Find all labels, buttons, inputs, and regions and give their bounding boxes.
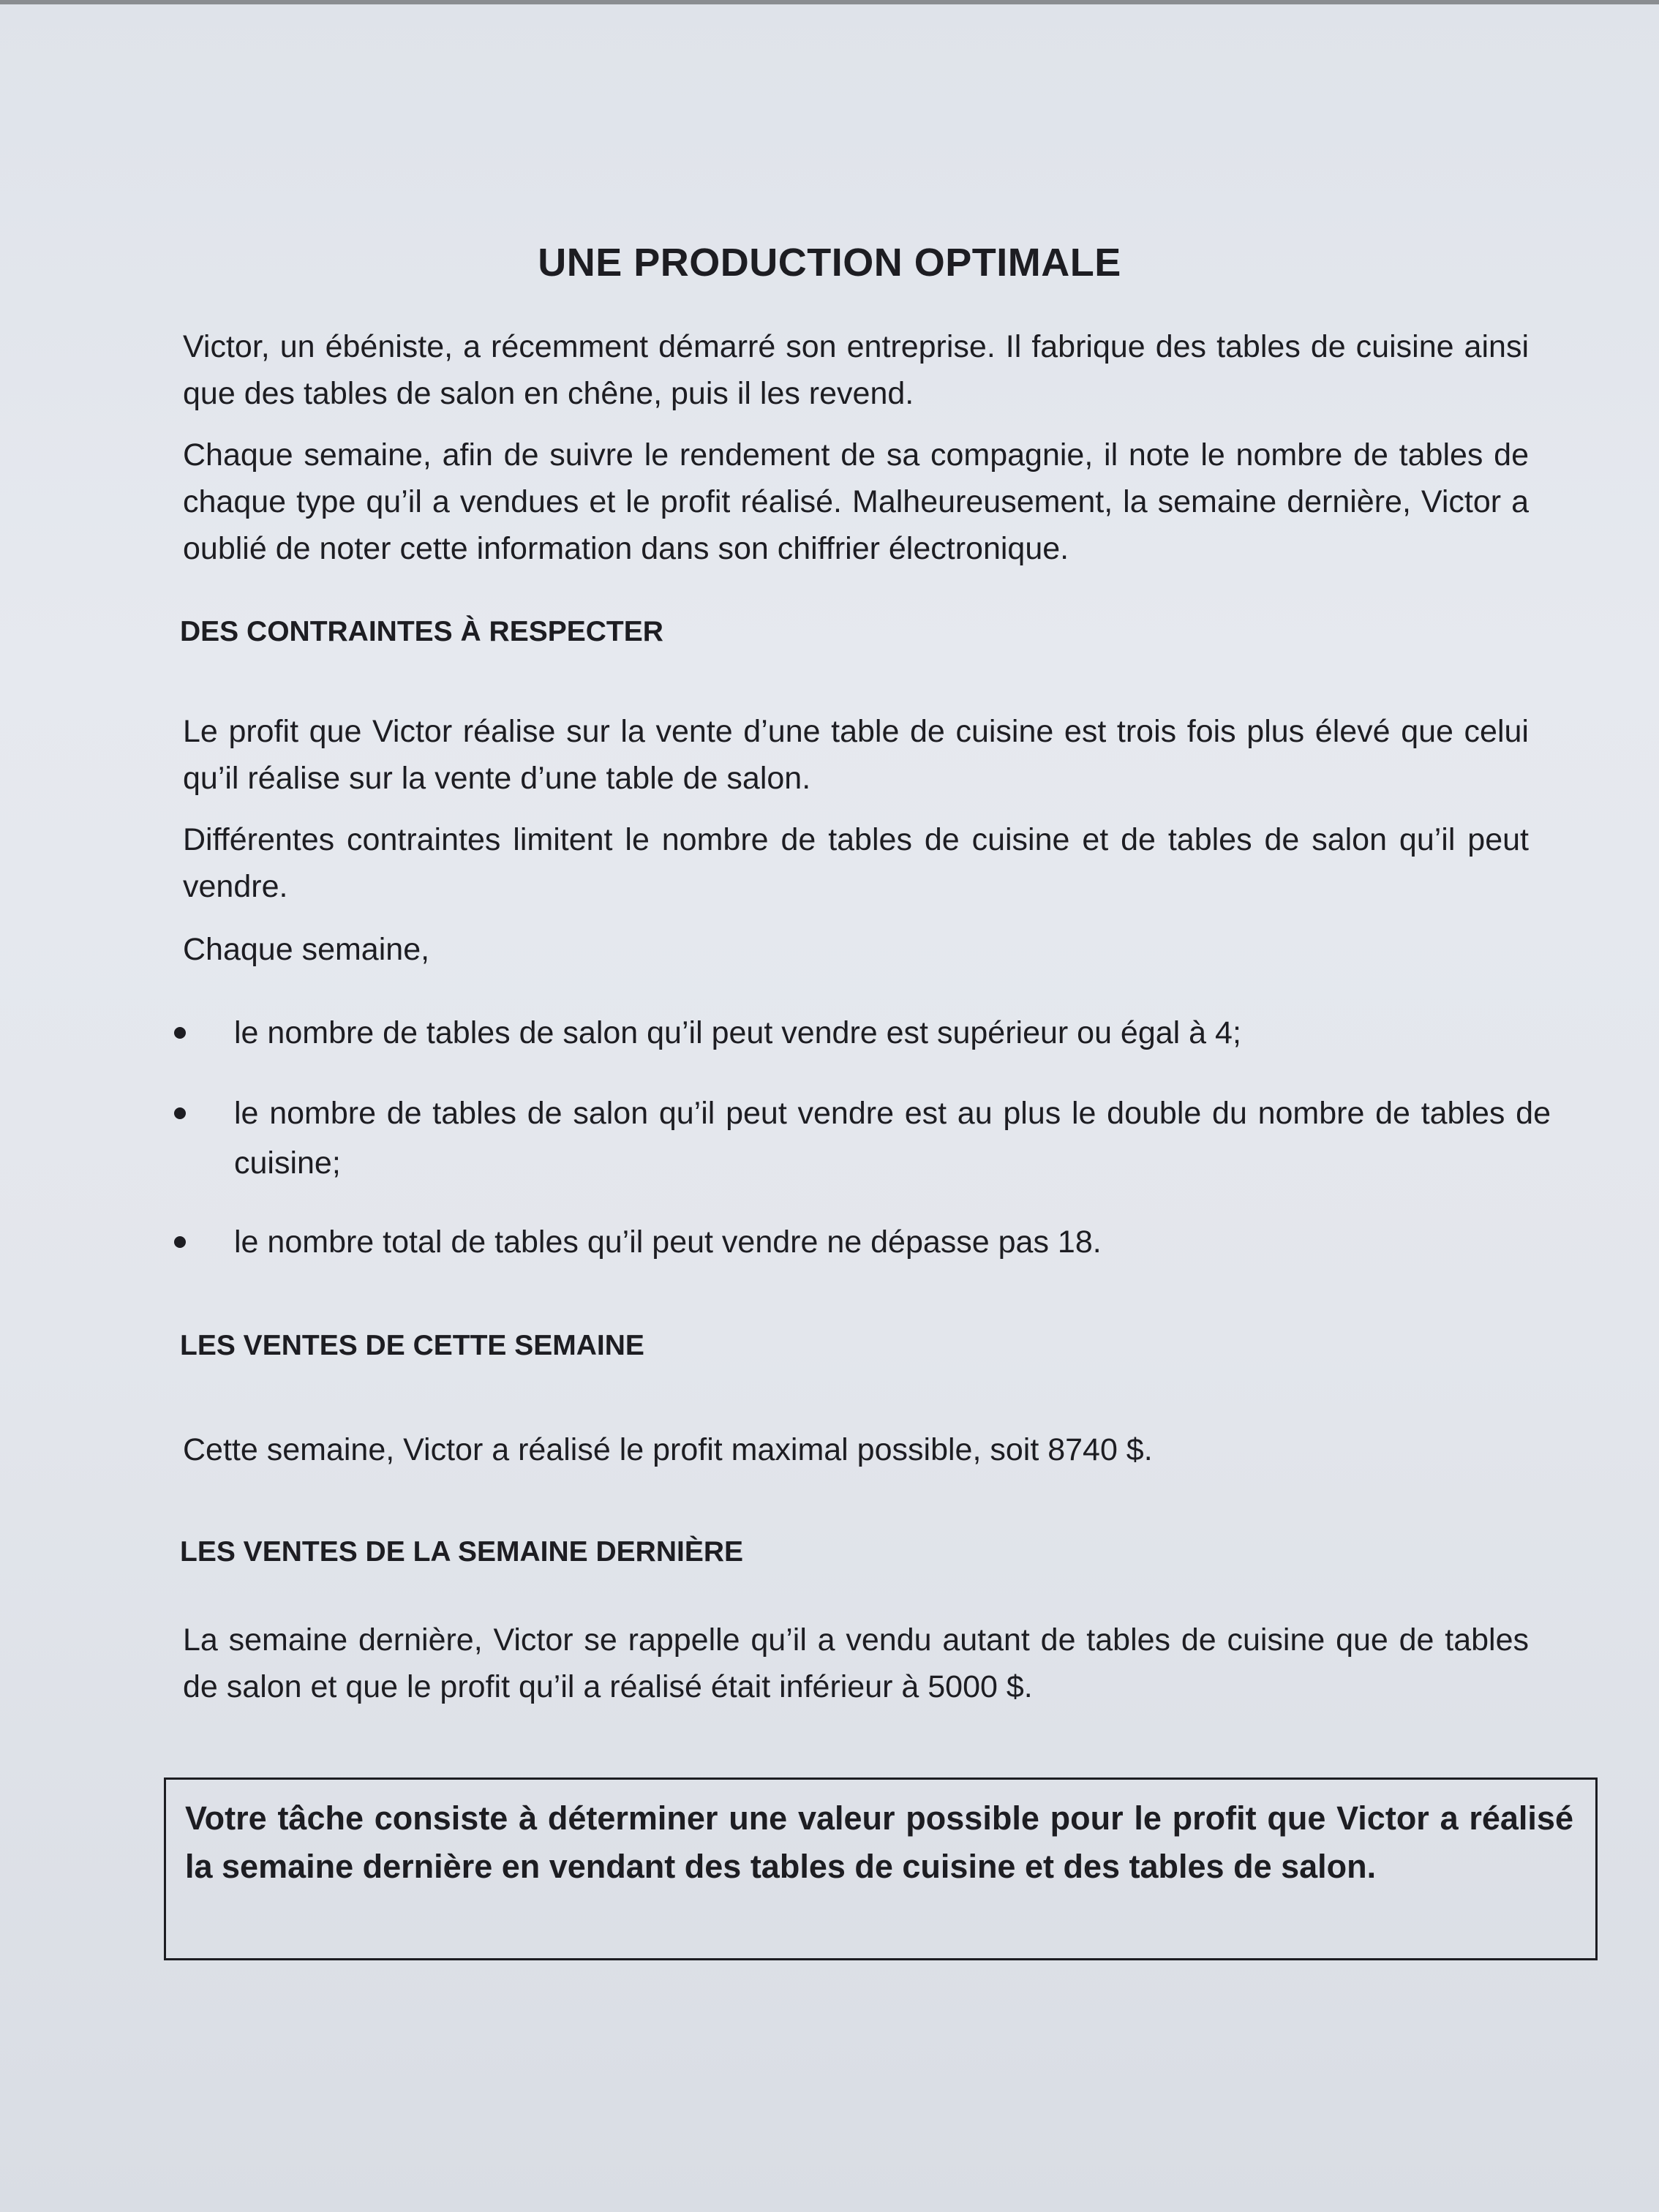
bullet-dot-icon (174, 1236, 186, 1248)
last-week-paragraph: La semaine dernière, Victor se rappelle qu’il a vendu autant de tables de cuisine que de tables de salon et que le profit qu’il a réalisé était inférieur à 5000 $. (183, 1622, 1529, 1704)
constraint-bullet-text: le nombre de tables de salon qu’il peut vendre est au plus le double du nombre de tables de cuisine; (234, 1096, 1551, 1181)
task-text: Votre tâche consiste à déterminer une valeur possible pour le profit que Victor a réalisé la semaine dernière en vendant des tables de cuisine et des tables de salon. (185, 1799, 1573, 1885)
section-heading-constraints: DES CONTRAINTES À RESPECTER (180, 616, 663, 647)
constraints-paragraph-2: Différentes contraintes limitent le nombre de tables de cuisine et de tables de salon qu’il peut vendre. (183, 822, 1529, 904)
constraint-bullet-text: le nombre total de tables qu’il peut vendre ne dépasse pas 18. (234, 1224, 1102, 1260)
this-week-paragraph: Cette semaine, Victor a réalisé le profit maximal possible, soit 8740 $. (183, 1432, 1153, 1467)
intro-paragraph-2: Chaque semaine, afin de suivre le rendement de sa compagnie, il note le nombre de tables de chaque type qu’il a vendues et le profit réalisé. Malheureusement, la semaine dernière, Victor a oublié de noter cette information dans son chiffrier électronique. (183, 437, 1529, 566)
bullet-dot-icon (174, 1027, 186, 1039)
bullet-dot-icon (174, 1107, 186, 1119)
document-title: UNE PRODUCTION OPTIMALE (538, 241, 1121, 285)
constraints-paragraph-1: Le profit que Victor réalise sur la vente d’une table de cuisine est trois fois plus élevé que celui qu’il réalise sur la vente d’une table de salon. (183, 714, 1529, 796)
top-edge-line (0, 0, 1659, 4)
section-heading-this-week: LES VENTES DE CETTE SEMAINE (180, 1330, 644, 1361)
task-box (164, 1778, 1598, 1960)
section-heading-last-week: LES VENTES DE LA SEMAINE DERNIÈRE (180, 1536, 744, 1568)
constraint-bullet-text: le nombre de tables de salon qu’il peut vendre est supérieur ou égal à 4; (234, 1015, 1241, 1050)
constraints-paragraph-3: Chaque semaine, (183, 932, 430, 967)
intro-paragraph-1: Victor, un ébéniste, a récemment démarré son entreprise. Il fabrique des tables de cuisine ainsi que des tables de salon en chêne, puis il les revend. (183, 329, 1529, 411)
